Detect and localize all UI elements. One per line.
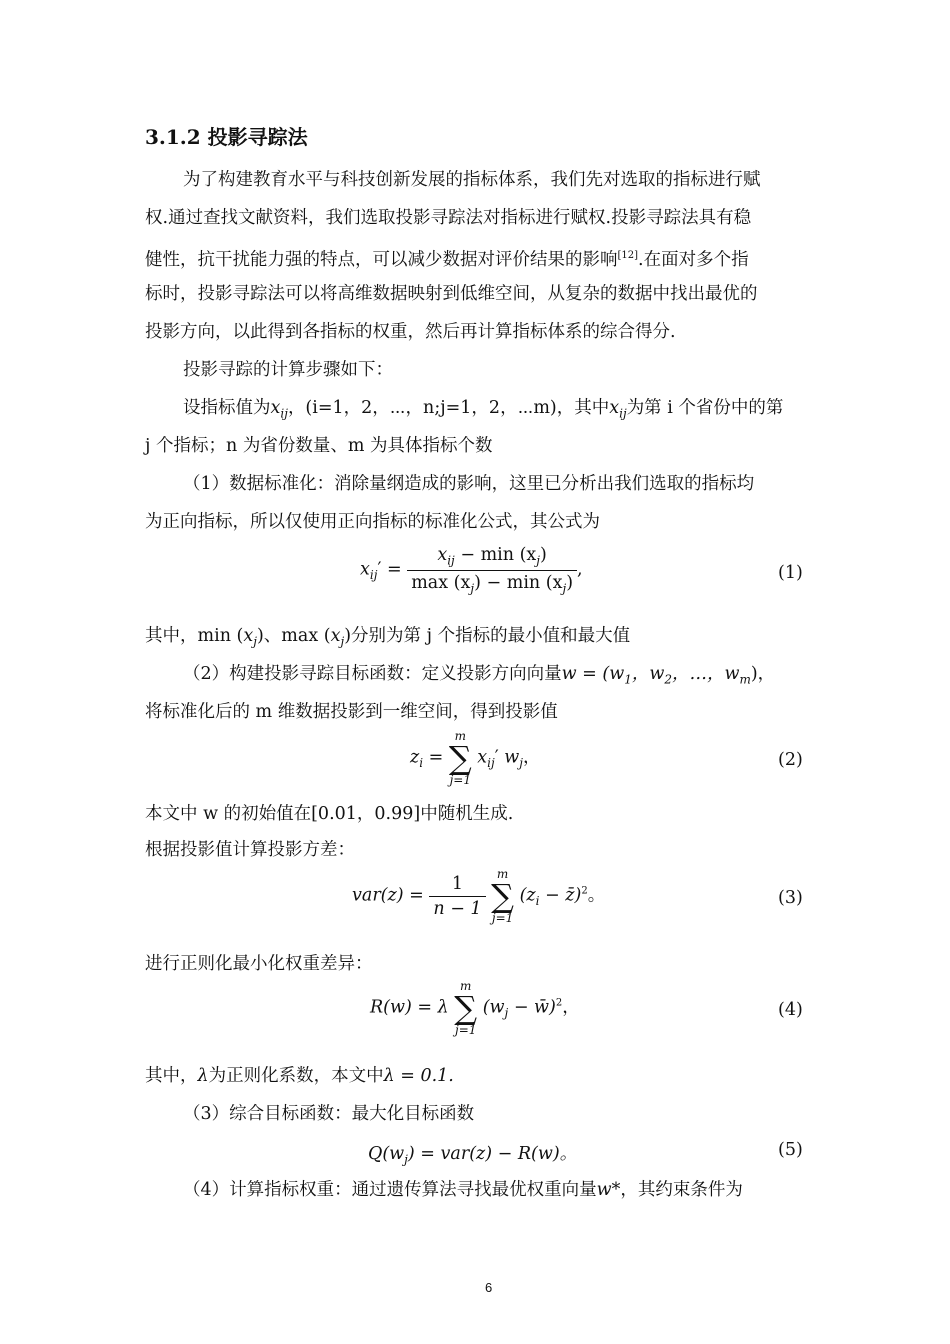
section-title: 3.1.2 投影寻踪法 bbox=[145, 125, 308, 149]
equation-2: $z_i$ = m ∑ j=1 $x_{ij}'$ $w_j$， bbox=[410, 729, 541, 787]
paragraph-line: 根据投影值计算投影方差： bbox=[145, 840, 355, 860]
paragraph-line: 健性，抗干扰能力强的特点，可以减少数据对评价结果的影响[12].在面对多个指 bbox=[145, 249, 749, 270]
paragraph-line: 本文中 w 的初始值在[0.01，0.99]中随机生成. bbox=[145, 804, 514, 824]
paragraph-line: 其中，$\min (x_j)$、$\max (x_j)$分别为第 j 个指标的最小值和最大值 bbox=[145, 626, 631, 649]
paragraph-line: （1）数据标准化：消除量纲造成的影响，这里已分析出我们选取的指标均 bbox=[183, 474, 755, 494]
equation-number: (3) bbox=[778, 888, 803, 908]
equation-number: (4) bbox=[778, 1000, 803, 1020]
equation-3: var(z) = $\frac{1}{n - 1}$ m ∑ j=1 ($z_i$ − z̄)$^2$。 bbox=[352, 867, 606, 925]
equation-4: R(w) = λ m ∑ j=1 ($w_j$ − w̄)$^2$， bbox=[370, 979, 580, 1037]
paragraph-line: 投影寻踪的计算步骤如下： bbox=[183, 360, 393, 380]
equation-number: (1) bbox=[778, 563, 803, 583]
paragraph-line: 权.通过查找文献资料，我们选取投影寻踪法对指标进行赋权.投影寻踪法具有稳 bbox=[145, 208, 752, 228]
paragraph-line: 进行正则化最小化权重差异： bbox=[145, 954, 373, 974]
paragraph-line: 其中，λ为正则化系数，本文中λ = 0.1. bbox=[145, 1066, 454, 1086]
paragraph-line: j 个指标；n 为省份数量、m 为具体指标个数 bbox=[145, 436, 493, 456]
paragraph-line: （4）计算指标权重：通过遗传算法寻找最优权重向量w*，其约束条件为 bbox=[183, 1180, 743, 1200]
paragraph-line: 将标准化后的 m 维数据投影到一维空间，得到投影值 bbox=[145, 702, 558, 722]
equation-1: $x_{ij}'$ = $\frac{x_{ij} - \min (x_j)}{\max (x_j) - \min (x_j)}$ , bbox=[360, 545, 583, 595]
equation-number: (2) bbox=[778, 750, 803, 770]
paragraph-line: 为了构建教育水平与科技创新发展的指标体系，我们先对选取的指标进行赋 bbox=[183, 170, 761, 190]
paragraph-line: 为正向指标，所以仅使用正向指标的标准化公式，其公式为 bbox=[145, 512, 600, 532]
equation-5: $Q(w_j) = var(z) - R(w)$。 bbox=[368, 1144, 578, 1167]
citation-ref: [12] bbox=[617, 250, 639, 261]
paragraph-line: 设指标值为$x_{ij}$，(i=1，2，⋯，n;j=1，2，⋯m)，其中$x_{ij}$为第 i 个省份中的第 bbox=[183, 398, 784, 421]
equation-number: (5) bbox=[778, 1140, 803, 1160]
paragraph-line: （2）构建投影寻踪目标函数：定义投影方向向量$w = (w_1$，$w_2$，…，$w_m$)， bbox=[183, 664, 776, 687]
page-number: 6 bbox=[485, 1280, 493, 1295]
paragraph-line: （3）综合目标函数：最大化目标函数 bbox=[183, 1104, 475, 1124]
paragraph-line: 投影方向，以此得到各指标的权重，然后再计算指标体系的综合得分. bbox=[145, 322, 676, 342]
paragraph-line: 标时，投影寻踪法可以将高维数据映射到低维空间，从复杂的数据中找出最优的 bbox=[145, 284, 758, 304]
